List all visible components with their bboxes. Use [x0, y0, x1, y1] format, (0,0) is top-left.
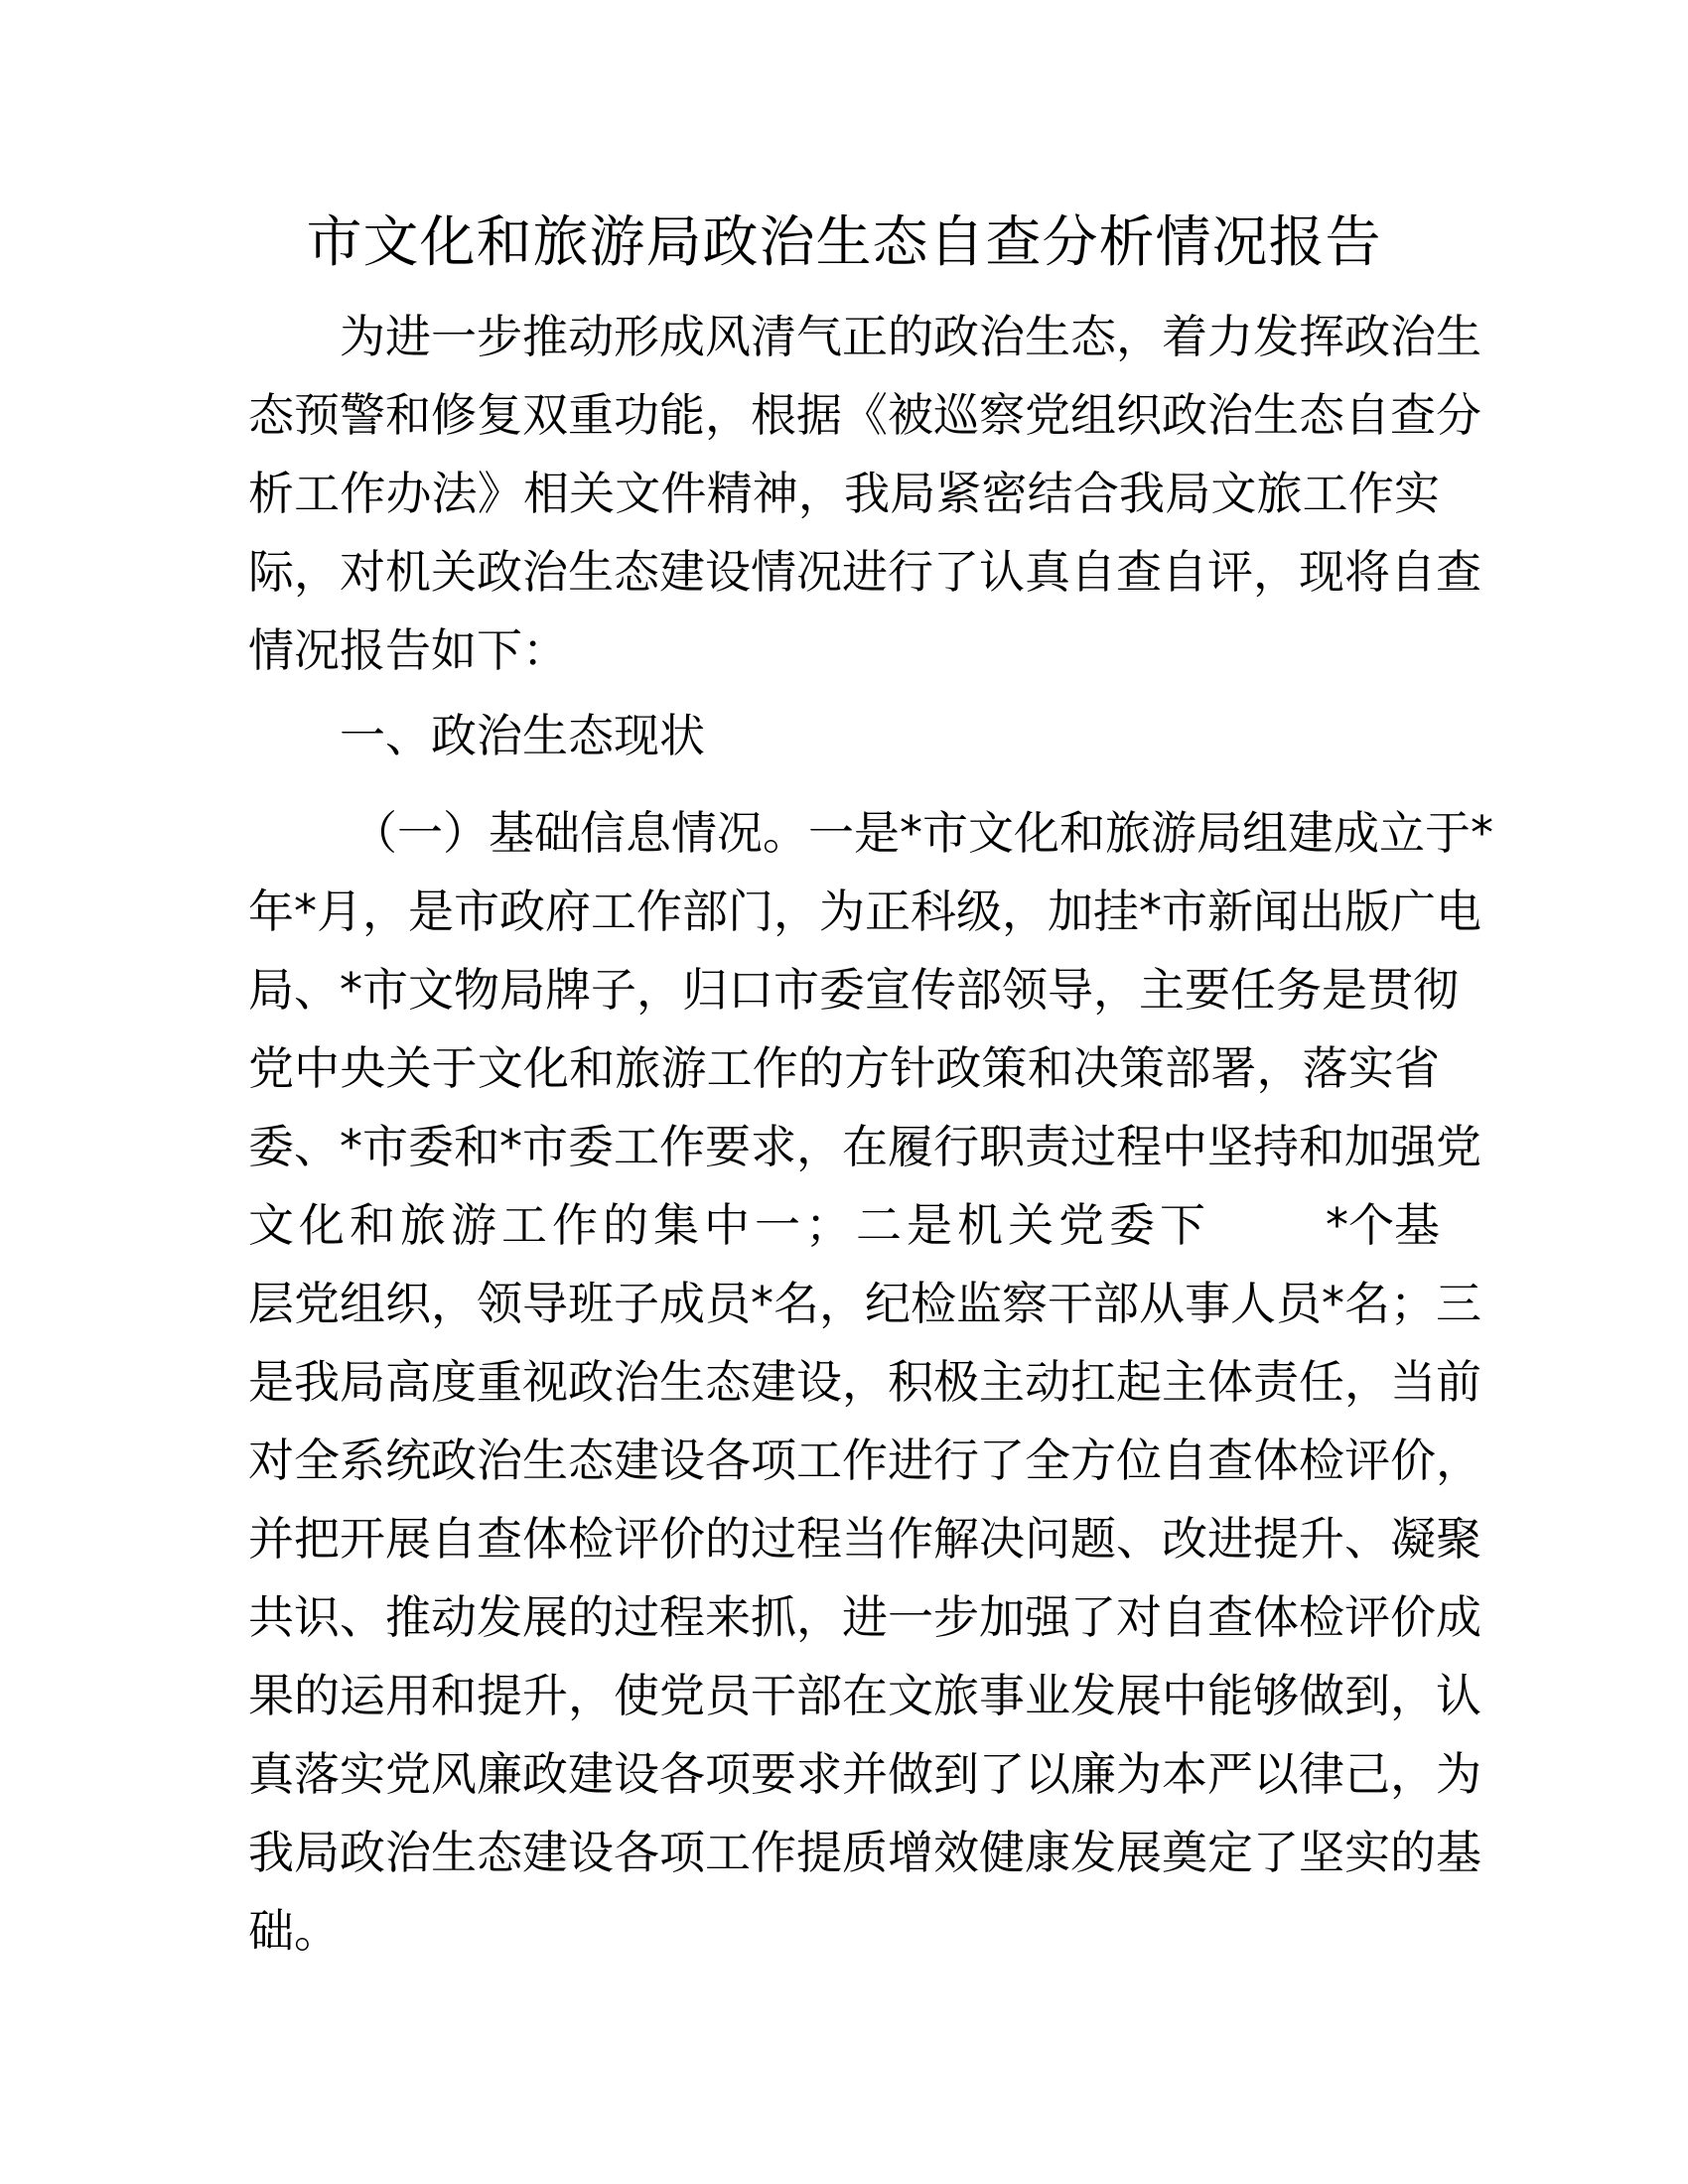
- paragraph-line: 际，对机关政治生态建设情况进行了认真自查自评，现将自查: [248, 545, 1481, 599]
- paragraph-line: 我局政治生态建设各项工作提质增效健康发展奠定了坚实的基: [248, 1826, 1481, 1879]
- paragraph-line: 础。: [248, 1904, 340, 1958]
- paragraph-line: 析工作办法》相关文件精神，我局紧密结合我局文旅工作实: [248, 467, 1440, 520]
- paragraph-line: 真落实党风廉政建设各项要求并做到了以廉为本严以律己，为: [248, 1747, 1481, 1801]
- gap-line-right-text: *个基: [1326, 1198, 1440, 1252]
- paragraph-line: 委、*市委和*市委工作要求，在履行职责过程中坚持和加强党: [248, 1120, 1481, 1173]
- paragraph-line: 年*月，是市政府工作部门，为正科级，加挂*市新闻出版广电: [248, 885, 1481, 938]
- paragraph-line: 果的运用和提升，使党员干部在文旅事业发展中能够做到，认: [248, 1669, 1481, 1722]
- paragraph-line: 对全系统政治生态建设各项工作进行了全方位自查体检评价，: [248, 1433, 1481, 1487]
- paragraph-line: 并把开展自查体检评价的过程当作解决问题、改进提升、凝聚: [248, 1512, 1481, 1566]
- paragraph-line: 情况报告如下：: [248, 623, 568, 677]
- basic-info-paragraph: [248, 794, 1493, 1971]
- paragraph-line-with-gap: [248, 1186, 1440, 1265]
- paragraph-line: 共识、推动发展的过程来抓，进一步加强了对自查体检评价成: [248, 1590, 1481, 1644]
- paragraph-line: 局、*市文物局牌子，归口市委宣传部领导，主要任务是贯彻: [248, 963, 1459, 1017]
- section-heading: 一、政治生态现状: [340, 709, 705, 762]
- paragraph-line: 党中央关于文化和旅游工作的方针政策和决策部署，落实省: [248, 1041, 1440, 1095]
- paragraph-line: 态预警和修复双重功能，根据《被巡察党组织政治生态自查分: [248, 388, 1481, 442]
- paragraph-line: （一）基础信息情况。一是*市文化和旅游局组建成立于*: [352, 806, 1493, 860]
- paragraph-line: 是我局高度重视政治生态建设，积极主动扛起主体责任，当前: [248, 1355, 1481, 1409]
- document-title: 市文化和旅游局政治生态自查分析情况报告: [306, 210, 1382, 275]
- intro-paragraph: [248, 298, 1481, 690]
- paragraph-line: 为进一步推动形成风清气正的政治生态，着力发挥政治生: [340, 310, 1481, 363]
- paragraph-line: 层党组织，领导班子成员*名，纪检监察干部从事人员*名；三: [248, 1277, 1481, 1330]
- gap-line-left-text: 文化和旅游工作的集中一；二是机关党委下: [248, 1198, 1210, 1252]
